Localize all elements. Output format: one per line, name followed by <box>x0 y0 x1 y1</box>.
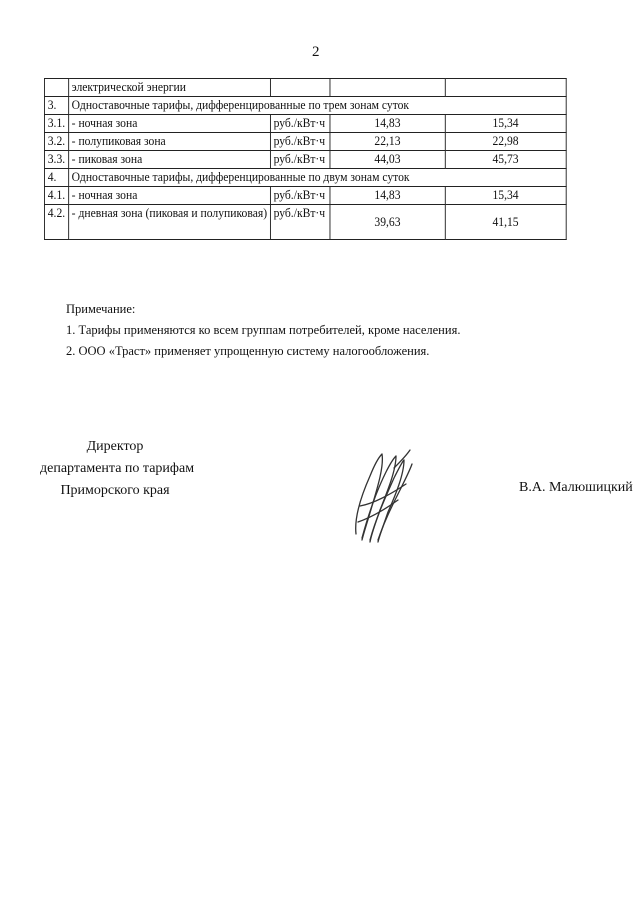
row-index-cell: 4. <box>44 169 68 187</box>
row-index-cell: 4.1. <box>44 187 68 205</box>
row-name-cell: - ночная зона <box>68 187 270 205</box>
handwritten-signature <box>348 446 418 546</box>
row-unit-cell: руб./кВт·ч <box>270 151 330 169</box>
table-row <box>44 97 566 115</box>
row-unit-cell <box>270 79 330 97</box>
row-value-cell-1: 14,83 <box>330 187 445 205</box>
notes-block <box>66 299 460 362</box>
row-index-cell: 3.1. <box>44 115 68 133</box>
page-number: 2 <box>312 44 320 60</box>
row-name-cell: - полупиковая зона <box>68 133 270 151</box>
row-value-cell-2: 41,15 <box>445 205 566 240</box>
table-row <box>44 169 566 187</box>
note-item-1: 1. Тарифы применяются ко всем группам потребителей, кроме населения. <box>66 323 461 337</box>
table-row <box>44 115 566 133</box>
table-row <box>44 133 566 151</box>
row-index-cell: 3. <box>44 97 68 115</box>
row-index-cell: 3.3. <box>44 151 68 169</box>
row-unit-cell: руб./кВт·ч <box>270 115 330 133</box>
row-index-cell: 3.2. <box>44 133 68 151</box>
section-title-cell: Одноставочные тарифы, дифференцированные по двум зонам суток <box>68 169 566 187</box>
signatory-block <box>40 436 195 502</box>
signatory-region: Приморского края <box>60 483 170 498</box>
signer-name: В.А. Малюшицкий <box>519 480 633 495</box>
row-value-cell-2: 22,98 <box>445 133 566 151</box>
note-item-2: 2. ООО «Траст» применяет упрощенную систему налогообложения. <box>66 344 430 358</box>
signatory-title: Директор <box>86 439 144 454</box>
row-value-cell-1: 39,63 <box>330 205 445 240</box>
table-row <box>44 205 566 240</box>
section-title-cell: Одноставочные тарифы, дифференцированные по трем зонам суток <box>68 97 566 115</box>
row-index-cell: 4.2. <box>44 205 68 240</box>
row-name-cell: - ночная зона <box>68 115 270 133</box>
tariff-table-body <box>44 79 566 240</box>
row-unit-cell: руб./кВт·ч <box>270 133 330 151</box>
row-value-cell-2: 15,34 <box>445 115 566 133</box>
row-index-cell <box>44 79 68 97</box>
row-name-cell: - пиковая зона <box>68 151 270 169</box>
row-value-cell-2 <box>445 79 566 97</box>
tariff-table <box>44 78 567 240</box>
row-value-cell-1: 44,03 <box>330 151 445 169</box>
row-name-cell: электрической энергии <box>68 79 270 97</box>
row-unit-cell: руб./кВт·ч <box>270 205 330 240</box>
notes-title: Примечание: <box>66 302 136 316</box>
row-unit-cell: руб./кВт·ч <box>270 187 330 205</box>
row-value-cell-1 <box>330 79 445 97</box>
signatory-department: департамента по тарифам <box>40 461 195 476</box>
row-name-cell: - дневная зона (пиковая и полупиковая) <box>68 205 270 240</box>
row-value-cell-1: 22,13 <box>330 133 445 151</box>
table-row <box>44 187 566 205</box>
table-row <box>44 151 566 169</box>
table-row <box>44 79 566 97</box>
row-value-cell-1: 14,83 <box>330 115 445 133</box>
row-value-cell-2: 45,73 <box>445 151 566 169</box>
row-value-cell-2: 15,34 <box>445 187 566 205</box>
